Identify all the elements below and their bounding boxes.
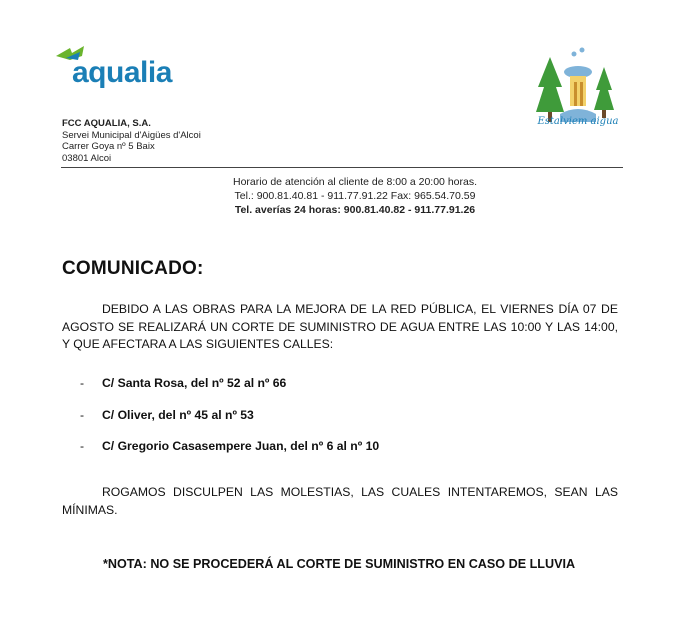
page-title: COMUNICADO:: [62, 258, 204, 279]
emergency-phones: Tel. averías 24 horas: 900.81.40.82 - 911.77.91.26: [234, 204, 476, 216]
bullet-dash: -: [80, 439, 85, 453]
notice-body: DEBIDO A LAS OBRAS PARA LA MEJORA DE LA RED PÚBLICA, EL VIERNES DÍA 07 DE AGOSTO SE REALIZARÁ UN CORTE DE SUMINISTRO DE AGUA ENTRE LAS 10:00 Y LAS 14:00, Y QUE AFECTARA A LAS SIGUIENTES CALLES:: [62, 302, 618, 352]
aqualia-wordmark: aqualia: [72, 56, 172, 89]
street-label: C/ Oliver, del nº 45 al nº 53: [102, 407, 254, 422]
company-name: FCC AQUALIA, S.A.: [62, 118, 151, 129]
apology-text: ROGAMOS DISCULPEN LAS MOLESTIAS, LAS CUALES INTENTAREMOS, SEAN LAS MÍNIMAS.: [62, 485, 618, 517]
list-item: [80, 439, 600, 471]
aqualia-logo: [54, 44, 184, 92]
contact-info: [170, 175, 540, 217]
header-divider: [61, 167, 623, 168]
rain-note: *NOTA: NO SE PROCEDERÁ AL CORTE DE SUMINISTRO EN CASO DE LLUVIA: [103, 557, 576, 571]
affected-streets-list: [80, 376, 600, 471]
company-line: Carrer Goya nº 5 Baix: [62, 141, 155, 152]
company-address: [62, 118, 201, 164]
bullet-dash: -: [80, 407, 85, 422]
list-item: [80, 408, 600, 440]
logo-caption: Estalviem aigua: [537, 116, 619, 127]
street-label: C/ Gregorio Casasempere Juan, del nº 6 al nº 10: [102, 439, 380, 453]
service-hours: Horario de atención al cliente de 8:00 a 20:00 horas.: [233, 176, 477, 188]
bullet-dash: -: [80, 376, 85, 390]
street-label: C/ Santa Rosa, del nº 52 al nº 66: [102, 376, 287, 390]
estalviem-aigua-logo: [530, 42, 626, 138]
company-line: Servei Municipal d'Aigües d'Alcoi: [62, 129, 201, 141]
phone-numbers: Tel.: 900.81.40.81 - 911.77.91.22 Fax: 965.54.70.59: [234, 190, 476, 202]
company-line: 03801 Alcoi: [62, 152, 112, 164]
list-item: [80, 376, 600, 408]
